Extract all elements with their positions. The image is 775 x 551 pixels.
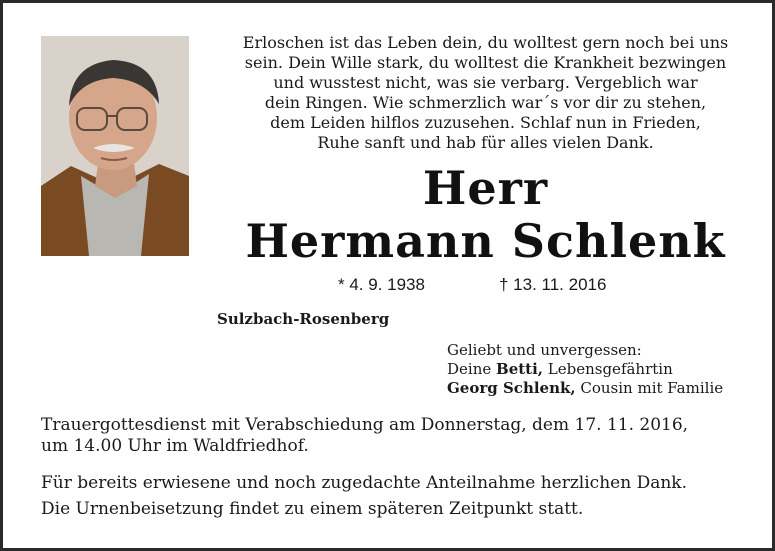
- poem-line: dein Ringen. Wie schmerzlich war´s vor dir zu stehen,: [264, 93, 707, 112]
- mourners-block: [447, 341, 723, 398]
- death-date: † 13. 11. 2016: [499, 275, 607, 294]
- poem-line: dem Leiden hilflos zuzusehen. Schlaf nun in Frieden,: [270, 113, 701, 132]
- poem-line: Ruhe sanft und hab für alles vielen Dank.: [317, 133, 654, 152]
- portrait-photo: [41, 36, 189, 256]
- mourner-prefix: Deine: [447, 360, 497, 378]
- closing-notes: [41, 470, 687, 522]
- mourners-intro: Geliebt und unvergessen:: [447, 341, 642, 359]
- poem-line: Erloschen ist das Leben dein, du wolltest gern noch bei uns: [242, 33, 729, 52]
- portrait-illustration: [41, 36, 189, 256]
- memorial-poem: [203, 33, 768, 153]
- funeral-service-info: [41, 415, 688, 457]
- poem-line: sein. Dein Wille stark, du wolltest die Krankheit bezwingen: [244, 53, 727, 72]
- mourner-line: [447, 360, 723, 379]
- birth-date: * 4. 9. 1938: [338, 275, 425, 294]
- salutation-heading: Herr: [422, 161, 549, 215]
- burial-note-line: Die Urnenbeisetzung findet zu einem späteren Zeitpunkt statt.: [41, 499, 584, 519]
- service-line: um 14.00 Uhr im Waldfriedhof.: [41, 436, 309, 456]
- mourner-name: Betti,: [496, 360, 544, 378]
- thanks-line: Für bereits erwiesene und noch zugedachte Anteilnahme herzlichen Dank.: [41, 473, 687, 493]
- place-of-residence: Sulzbach-Rosenberg: [217, 310, 390, 328]
- deceased-name-heading: Hermann Schlenk: [245, 214, 726, 268]
- mourner-relation: Cousin mit Familie: [575, 379, 724, 397]
- poem-line: und wusstest nicht, was sie verbarg. Vergeblich war: [273, 73, 698, 92]
- mourner-name: Georg Schlenk,: [447, 379, 576, 397]
- mourner-relation: Lebensgefährtin: [543, 360, 673, 378]
- mourner-line: [447, 379, 723, 398]
- service-line: Trauergottesdienst mit Verabschiedung am Donnerstag, dem 17. 11. 2016,: [41, 415, 689, 435]
